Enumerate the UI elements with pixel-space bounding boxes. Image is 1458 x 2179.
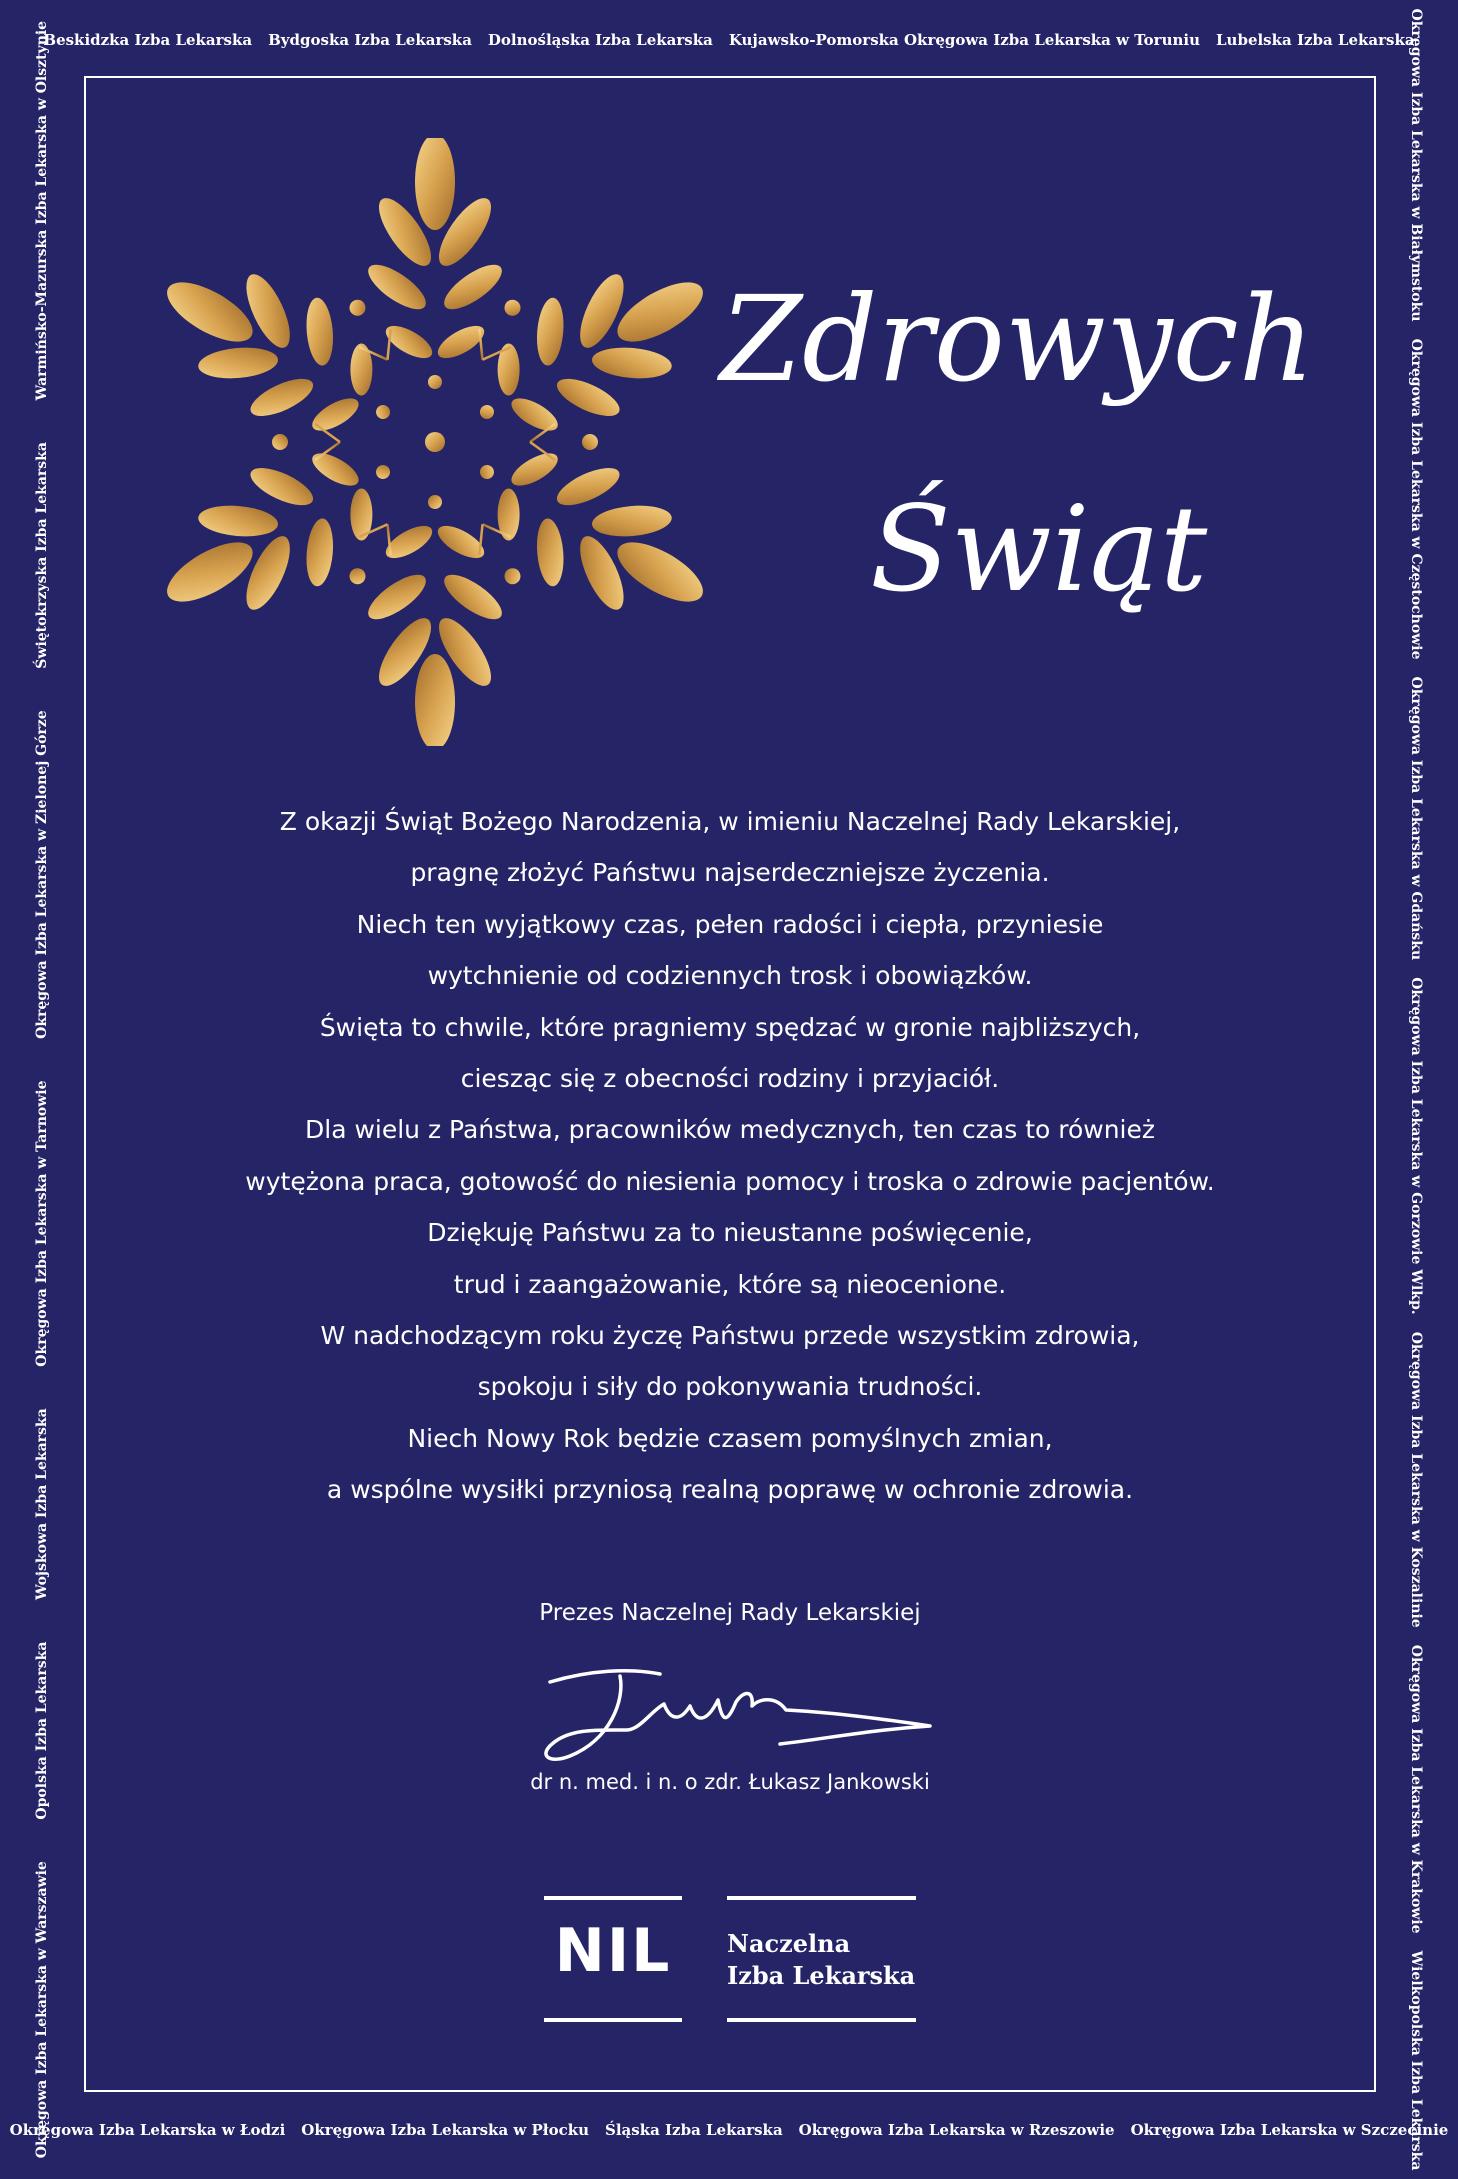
handwritten-signature (530, 1660, 940, 1770)
chamber-name: Opolska Izba Lekarska (34, 1641, 50, 1820)
message-line: wytchnienie od codziennych trosk i obowiązków. (427, 961, 1033, 991)
signatory-title: Prezes Naczelnej Rady Lekarskiej (539, 1600, 921, 1626)
message-line: Niech ten wyjątkowy czas, pełen radości i ciepła, przyniesie (356, 909, 1104, 939)
right-chamber-list (1399, 0, 1433, 2179)
snowflake-ornament-icon (160, 138, 710, 746)
message-line: Dziękuję Państwu za to nieustanne poświęcenie, (427, 1218, 1033, 1248)
signatory-name: dr n. med. i n. o zdr. Łukasz Jankowski (530, 1770, 930, 1794)
message-line: Z okazji Świąt Bożego Narodzenia, w imieniu Naczelnej Rady Lekarskiej, (279, 807, 1181, 836)
chamber-name: Wielkopolska Izba Lekarska (1408, 1950, 1424, 2171)
chamber-name: Okręgowa Izba Lekarska w Warszawie (34, 1861, 50, 2159)
logo-rule (544, 2018, 682, 2022)
logo-mark: NIL (554, 1916, 672, 1986)
chamber-name: Świętokrzyska Izba Lekarska (34, 442, 50, 669)
message-line: pragnę złożyć Państwu najserdeczniejsze życzenia. (410, 858, 1050, 888)
chamber-name: Lubelska Izba Lekarska (1216, 31, 1415, 49)
chamber-name: Okręgowa Izba Lekarska w Tarnowie (34, 1080, 50, 1367)
chamber-name: Bydgoska Izba Lekarska (268, 31, 472, 49)
chamber-name: Kujawsko-Pomorska Okręgowa Izba Lekarska w Toruniu (728, 31, 1200, 49)
greeting-message (150, 796, 1310, 1516)
chamber-name: Dolnośląska Izba Lekarska (487, 31, 713, 49)
chamber-name: Okręgowa Izba Lekarska w Gorzowie Wlkp. (1408, 977, 1424, 1315)
chamber-name: Beskidzka Izba Lekarska (43, 31, 253, 49)
chamber-name: Okręgowa Izba Lekarska w Krakowie (1408, 1644, 1424, 1934)
chamber-name: Okręgowa Izba Lekarska w Rzeszowie (798, 2121, 1115, 2139)
greeting-heading (700, 230, 1360, 650)
left-chamber-list (25, 0, 59, 2179)
chamber-name: Okręgowa Izba Lekarska w Szczecinie (1130, 2121, 1449, 2139)
logo-rule (727, 2018, 916, 2022)
greeting-line-2: Świąt (870, 480, 1208, 618)
greeting-line-1: Zdrowych (720, 270, 1315, 408)
message-line: spokoju i siły do pokonywania trudności. (477, 1372, 983, 1402)
chamber-name: Okręgowa Izba Lekarska w Gdańsku (1408, 676, 1424, 961)
chamber-name: Śląska Izba Lekarska (605, 2121, 783, 2139)
chamber-name: Okręgowa Izba Lekarska w Łodzi (9, 2121, 286, 2139)
message-line: Niech Nowy Rok będzie czasem pomyślnych zmian, (407, 1423, 1053, 1453)
chamber-name: Okręgowa Izba Lekarska w Białymstoku (1408, 8, 1424, 322)
chamber-name: Warmińsko-Mazurska Izba Lekarska w Olsztynie (34, 20, 50, 401)
logo-rule (544, 1896, 682, 1900)
chamber-name: Wojskowa Izba Lekarska (34, 1408, 50, 1600)
chamber-name: Okręgowa Izba Lekarska w Częstochowie (1408, 338, 1424, 660)
chamber-name: Okręgowa Izba Lekarska w Płocku (301, 2121, 590, 2139)
message-line: ciesząc się z obecności rodziny i przyjaciół. (460, 1064, 1000, 1094)
message-line: trud i zaangażowanie, które są nieocenione. (453, 1269, 1007, 1299)
nil-logo (544, 1896, 916, 2022)
message-line: W nadchodzącym roku życzę Państwu przede wszystkim zdrowia, (320, 1321, 1140, 1351)
logo-rule (727, 1896, 916, 1900)
message-line: wytężona praca, gotowość do niesienia pomocy i troska o zdrowie pacjentów. (245, 1166, 1215, 1196)
chamber-name: Okręgowa Izba Lekarska w Koszalinie (1408, 1331, 1424, 1628)
top-chamber-list (0, 20, 1458, 60)
logo-name (727, 1928, 915, 1992)
bottom-chamber-list (0, 2110, 1458, 2150)
chamber-name: Okręgowa Izba Lekarska w Zielonej Górze (34, 710, 50, 1039)
logo-name-line-2: Izba Lekarska (727, 1961, 916, 1990)
logo-name-line-1: Naczelna (727, 1929, 851, 1958)
message-line: a wspólne wysiłki przyniosą realną poprawę w ochronie zdrowia. (326, 1475, 1134, 1505)
message-line: Dla wielu z Państwa, pracowników medycznych, ten czas to również (305, 1115, 1155, 1145)
message-line: Święta to chwile, które pragniemy spędzać w gronie najbliższych, (319, 1012, 1141, 1042)
